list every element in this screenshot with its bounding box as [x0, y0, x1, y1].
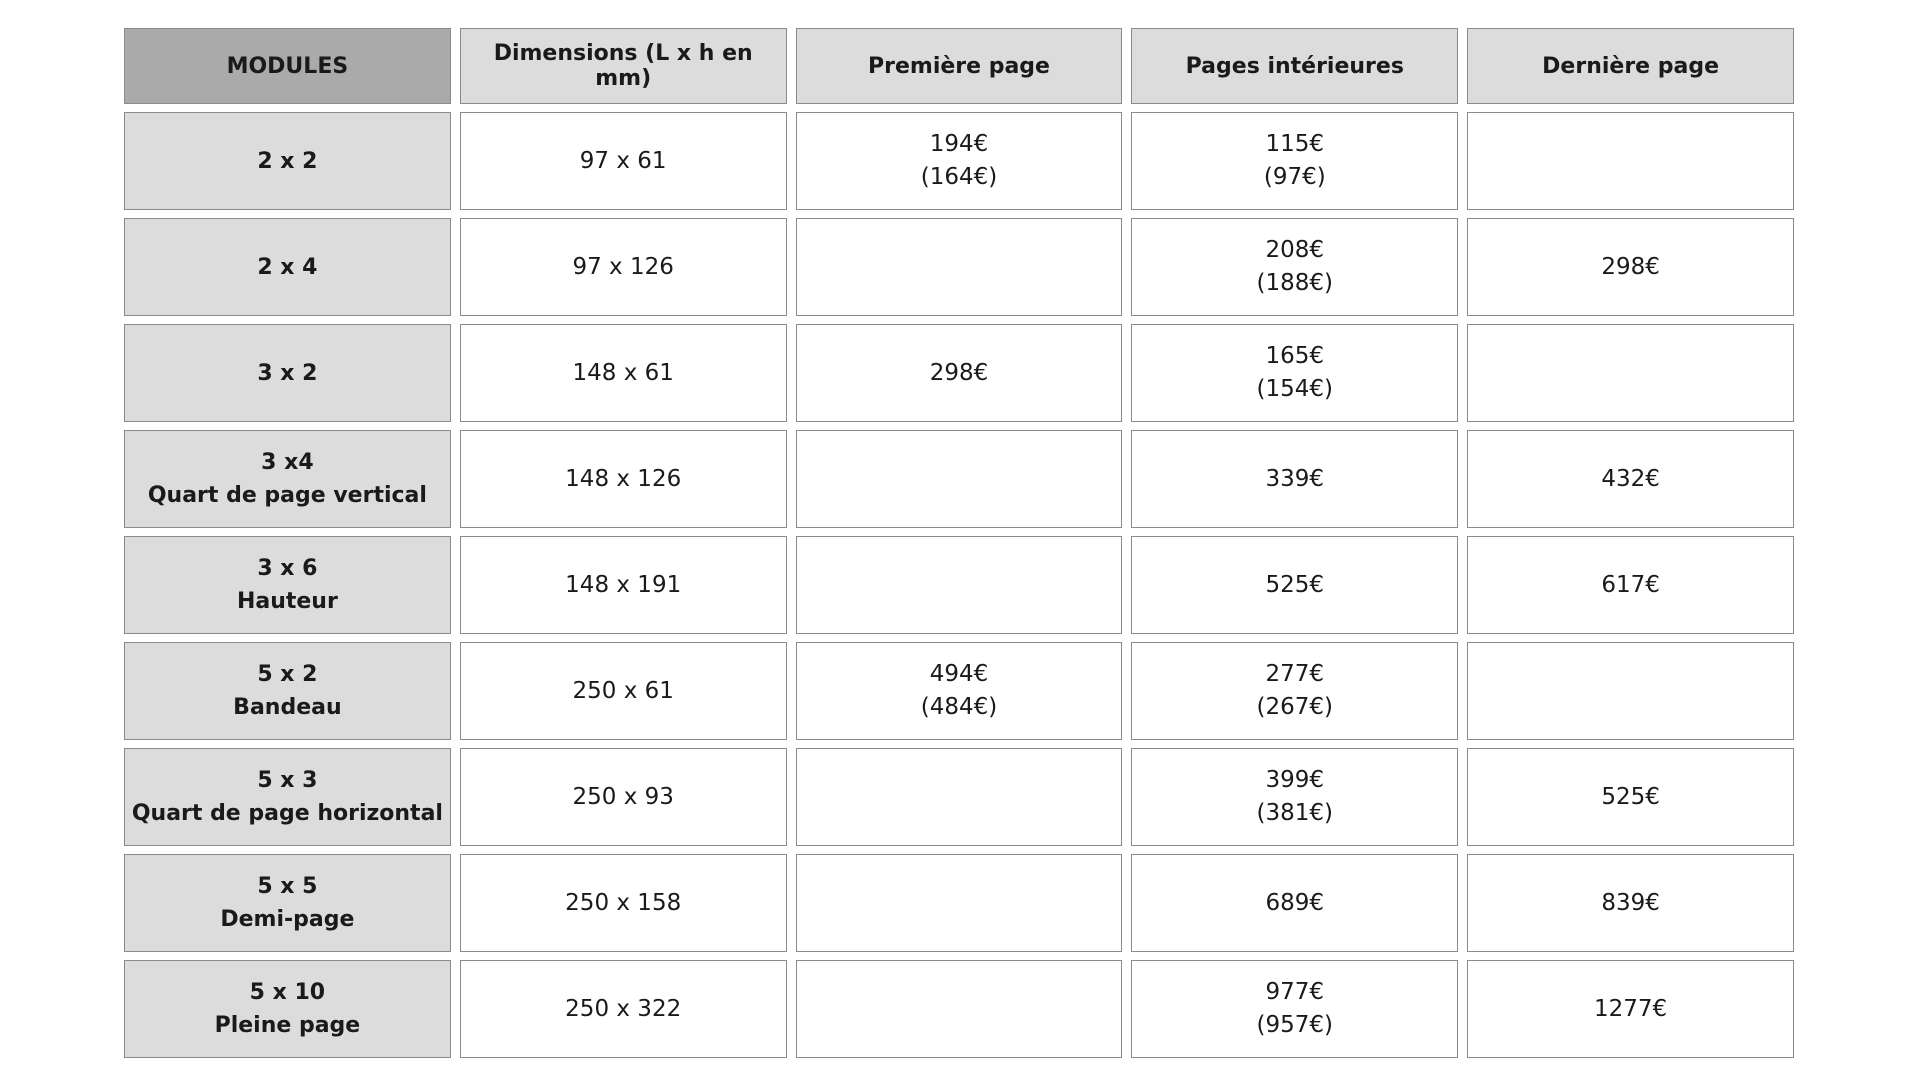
table-row	[124, 430, 1794, 528]
interieures-cell	[1131, 218, 1458, 316]
premiere-price: 194€	[929, 131, 989, 157]
module-cell	[124, 324, 451, 422]
derniere-cell	[1467, 536, 1794, 634]
premiere-cell	[796, 642, 1123, 740]
table-row	[124, 748, 1794, 846]
interieures-cell	[1131, 748, 1458, 846]
module-cell	[124, 536, 451, 634]
module-cell	[124, 748, 451, 846]
interieures-price: 115€	[1265, 131, 1325, 157]
dimensions-cell: 97 x 126	[460, 218, 787, 316]
interieures-price: 165€	[1265, 343, 1325, 369]
interieures-price: 977€	[1265, 979, 1325, 1005]
interieures-price: 277€	[1265, 661, 1325, 687]
interieures-alt-price: (381€)	[1256, 800, 1334, 826]
dimensions-cell: 97 x 61	[460, 112, 787, 210]
module-size: 5 x 10	[249, 980, 326, 1005]
premiere-cell	[796, 854, 1123, 952]
module-cell	[124, 430, 451, 528]
derniere-cell	[1467, 642, 1794, 740]
table-row	[124, 218, 1794, 316]
derniere-price: 525€	[1601, 783, 1660, 810]
table-row	[124, 536, 1794, 634]
derniere-cell	[1467, 324, 1794, 422]
premiere-cell	[796, 960, 1123, 1058]
module-cell	[124, 218, 451, 316]
dimensions-cell: 148 x 61	[460, 324, 787, 422]
module-name: Demi-page	[220, 907, 355, 932]
header-row	[124, 28, 1794, 104]
derniere-cell	[1467, 218, 1794, 316]
module-name: Bandeau	[233, 695, 342, 720]
module-cell	[124, 112, 451, 210]
pricing-table	[115, 20, 1803, 1066]
derniere-price: 432€	[1601, 465, 1660, 492]
dimensions-cell: 250 x 322	[460, 960, 787, 1058]
header-derniere-page: Dernière page	[1467, 28, 1794, 104]
premiere-cell	[796, 536, 1123, 634]
interieures-cell	[1131, 960, 1458, 1058]
header-modules: MODULES	[124, 28, 451, 104]
module-size: 3 x 6	[257, 556, 318, 581]
table-row	[124, 642, 1794, 740]
derniere-price: 839€	[1601, 889, 1660, 916]
premiere-cell	[796, 430, 1123, 528]
interieures-alt-price: (97€)	[1263, 164, 1326, 190]
dimensions-cell: 250 x 93	[460, 748, 787, 846]
header-premiere-page: Première page	[796, 28, 1123, 104]
derniere-cell	[1467, 748, 1794, 846]
module-size: 2 x 2	[257, 148, 318, 174]
interieures-price: 208€	[1265, 237, 1325, 263]
interieures-alt-price: (188€)	[1256, 270, 1334, 296]
interieures-cell	[1131, 112, 1458, 210]
interieures-price: 689€	[1265, 889, 1325, 916]
module-name: Quart de page horizontal	[131, 801, 443, 826]
derniere-price: 1277€	[1594, 995, 1668, 1022]
premiere-alt-price: (164€)	[920, 164, 998, 190]
premiere-cell	[796, 324, 1123, 422]
table-row	[124, 324, 1794, 422]
derniere-cell	[1467, 854, 1794, 952]
table-body	[124, 112, 1794, 1058]
module-size: 5 x 5	[257, 874, 318, 899]
derniere-cell	[1467, 112, 1794, 210]
derniere-price: 617€	[1601, 571, 1660, 598]
premiere-price: 298€	[929, 359, 989, 386]
dimensions-cell: 148 x 126	[460, 430, 787, 528]
module-name: Quart de page vertical	[147, 483, 427, 508]
interieures-cell	[1131, 854, 1458, 952]
interieures-alt-price: (267€)	[1256, 694, 1334, 720]
dimensions-cell: 148 x 191	[460, 536, 787, 634]
interieures-price: 399€	[1265, 767, 1325, 793]
module-cell	[124, 642, 451, 740]
premiere-price: 494€	[929, 661, 989, 687]
table-row	[124, 960, 1794, 1058]
module-name: Pleine page	[214, 1013, 361, 1038]
premiere-cell	[796, 112, 1123, 210]
interieures-cell	[1131, 642, 1458, 740]
header-dimensions: Dimensions (L x h en mm)	[460, 28, 787, 104]
interieures-cell	[1131, 430, 1458, 528]
module-name: Hauteur	[236, 589, 338, 614]
interieures-alt-price: (154€)	[1256, 376, 1334, 402]
dimensions-cell: 250 x 158	[460, 854, 787, 952]
module-size: 5 x 3	[257, 768, 318, 793]
dimensions-cell: 250 x 61	[460, 642, 787, 740]
module-size: 3 x4	[261, 450, 314, 475]
module-cell	[124, 854, 451, 952]
module-size: 2 x 4	[257, 254, 318, 280]
premiere-cell	[796, 748, 1123, 846]
table-row	[124, 854, 1794, 952]
interieures-price: 525€	[1265, 571, 1325, 598]
premiere-cell	[796, 218, 1123, 316]
interieures-cell	[1131, 324, 1458, 422]
interieures-cell	[1131, 536, 1458, 634]
interieures-alt-price: (957€)	[1256, 1012, 1334, 1038]
derniere-cell	[1467, 430, 1794, 528]
derniere-price: 298€	[1601, 253, 1660, 280]
header-pages-interieures: Pages intérieures	[1131, 28, 1458, 104]
module-size: 3 x 2	[257, 360, 318, 386]
table-row	[124, 112, 1794, 210]
interieures-price: 339€	[1265, 465, 1325, 492]
module-size: 5 x 2	[257, 662, 318, 687]
premiere-alt-price: (484€)	[920, 694, 998, 720]
module-cell	[124, 960, 451, 1058]
derniere-cell	[1467, 960, 1794, 1058]
